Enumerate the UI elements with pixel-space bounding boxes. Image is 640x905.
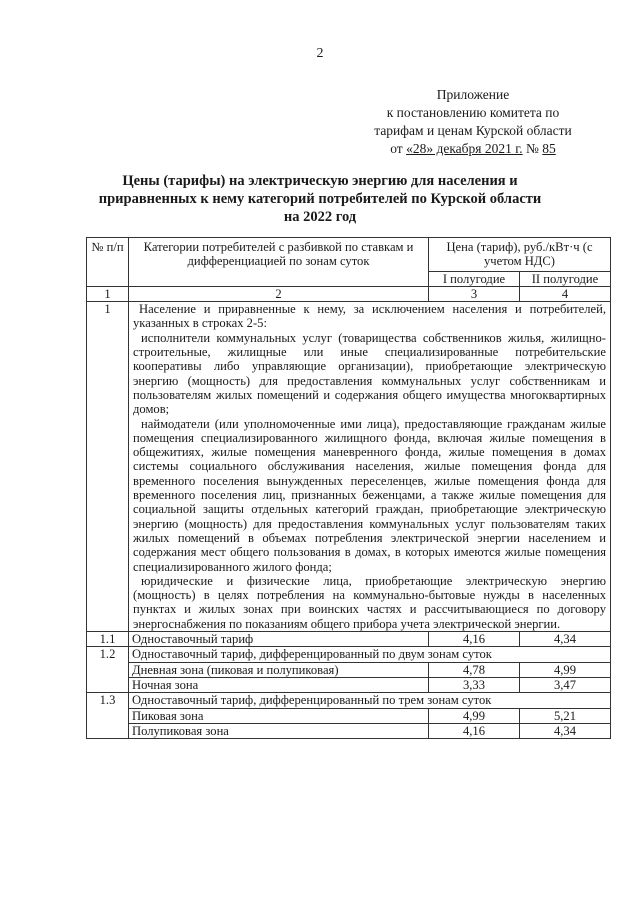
title-line2: приравненных к нему категорий потребителей по Курской области xyxy=(98,191,542,207)
value-half2: 3,47 xyxy=(520,677,611,692)
column-numbers-row xyxy=(87,286,611,301)
table-row xyxy=(87,632,611,647)
zone-label: Полупиковая зона xyxy=(129,723,429,738)
row-num: 1 xyxy=(87,302,129,632)
header-category: Категории потребителей с разбивкой по ставкам и дифференциацией по зонам суток xyxy=(129,238,429,287)
column-number: 2 xyxy=(129,286,429,301)
row-label: Одноставочный тариф, дифференцированный по двум зонам суток xyxy=(129,647,611,662)
row1-description xyxy=(129,302,611,632)
row-num: 1.1 xyxy=(87,632,129,647)
value-half2: 4,99 xyxy=(520,662,611,677)
header-half1: I полугодие xyxy=(429,271,520,286)
tariff-table xyxy=(86,237,611,739)
appendix-from: от xyxy=(390,141,403,156)
document-title xyxy=(40,172,600,226)
column-number: 3 xyxy=(429,286,520,301)
description-paragraph: юридические и физические лица, приобретающие электрическую энергию (мощность) в целях потребления на коммунально-бытовые нужды в населенных пунктах и жилых зонах при воинских частях и рассчитывающиеся по договору энергоснабжения по показаниям общего прибора учета электрической энергии. xyxy=(133,573,606,631)
appendix-line2: к постановлению комитета по xyxy=(386,105,560,120)
appendix-line4 xyxy=(338,140,608,158)
zone-label: Пиковая зона xyxy=(129,708,429,723)
header-half2: II полугодие xyxy=(520,271,611,286)
row-num: 1.3 xyxy=(87,693,129,739)
value-half1: 4,16 xyxy=(429,632,520,647)
appendix-line1: Приложение xyxy=(436,87,510,102)
table-row xyxy=(87,677,611,692)
row-label: Одноставочный тариф xyxy=(129,632,429,647)
zone-label: Ночная зона xyxy=(129,677,429,692)
column-number: 1 xyxy=(87,286,129,301)
table-row xyxy=(87,708,611,723)
value-half1: 4,99 xyxy=(429,708,520,723)
header-row xyxy=(87,238,611,272)
page-number: 2 xyxy=(316,46,324,61)
appendix-line3: тарифам и ценам Курской области xyxy=(374,123,572,138)
column-number: 4 xyxy=(520,286,611,301)
row-num: 1.2 xyxy=(87,647,129,693)
table-row xyxy=(87,662,611,677)
appendix-number-sign: № xyxy=(526,141,539,156)
header-price: Цена (тариф), руб./кВт·ч (с учетом НДС) xyxy=(429,238,611,272)
value-half2: 4,34 xyxy=(520,723,611,738)
value-half2: 5,21 xyxy=(520,708,611,723)
header-num: № п/п xyxy=(87,238,129,287)
table-row xyxy=(87,723,611,738)
row-label: Одноставочный тариф, дифференцированный по трем зонам суток xyxy=(129,693,611,708)
value-half1: 4,78 xyxy=(429,662,520,677)
table-row xyxy=(87,302,611,632)
appendix-block xyxy=(338,86,608,158)
zone-label: Дневная зона (пиковая и полупиковая) xyxy=(129,662,429,677)
table-row xyxy=(87,647,611,662)
table-row xyxy=(87,693,611,708)
description-paragraph: наймодатели (или уполномоченные ими лица), предоставляющие гражданам жилые помещения специализированного жилищного фонда, включая жилые помещения в общежитиях, жилые помещения маневренного фонда, жилые помещения в домах системы социального обслуживания населения, жилые помещения фонда для временного поселения вынужденных переселенцев, жилые помещения фонда для временного поселения лиц, признанных беженцами, а также жилые помещения для социальной защиты отдельных категорий граждан, приобретающие электрическую энергию (мощность) для предоставления коммунальных услуг пользователям таких жилых помещений в объемах потребления электрической энергии населением и содержания мест общего пользования в домах, в которых имеются жилые помещения специализированного жилого фонда; xyxy=(133,416,606,574)
value-half1: 4,16 xyxy=(429,723,520,738)
description-paragraph: исполнители коммунальных услуг (товарищества собственников жилья, жилищно-строительные, жилищные или иные специализированные потребительские кооперативы либо управляющие организации), приобретающие электрическую энергию (мощность) для предоставления коммунальных услуг собственникам и пользователям жилых помещений и содержания общего имущества многоквартирных домов; xyxy=(133,330,606,417)
value-half2: 4,34 xyxy=(520,632,611,647)
title-line1: Цены (тарифы) на электрическую энергию для населения и xyxy=(122,173,518,189)
description-paragraph: Население и приравненные к нему, за исключением населения и потребителей, указанных в строках 2-5: xyxy=(133,302,606,331)
appendix-date: «28» декабря 2021 г. xyxy=(406,141,523,156)
appendix-number: 85 xyxy=(542,141,556,156)
title-line3: на 2022 год xyxy=(283,209,357,225)
value-half1: 3,33 xyxy=(429,677,520,692)
